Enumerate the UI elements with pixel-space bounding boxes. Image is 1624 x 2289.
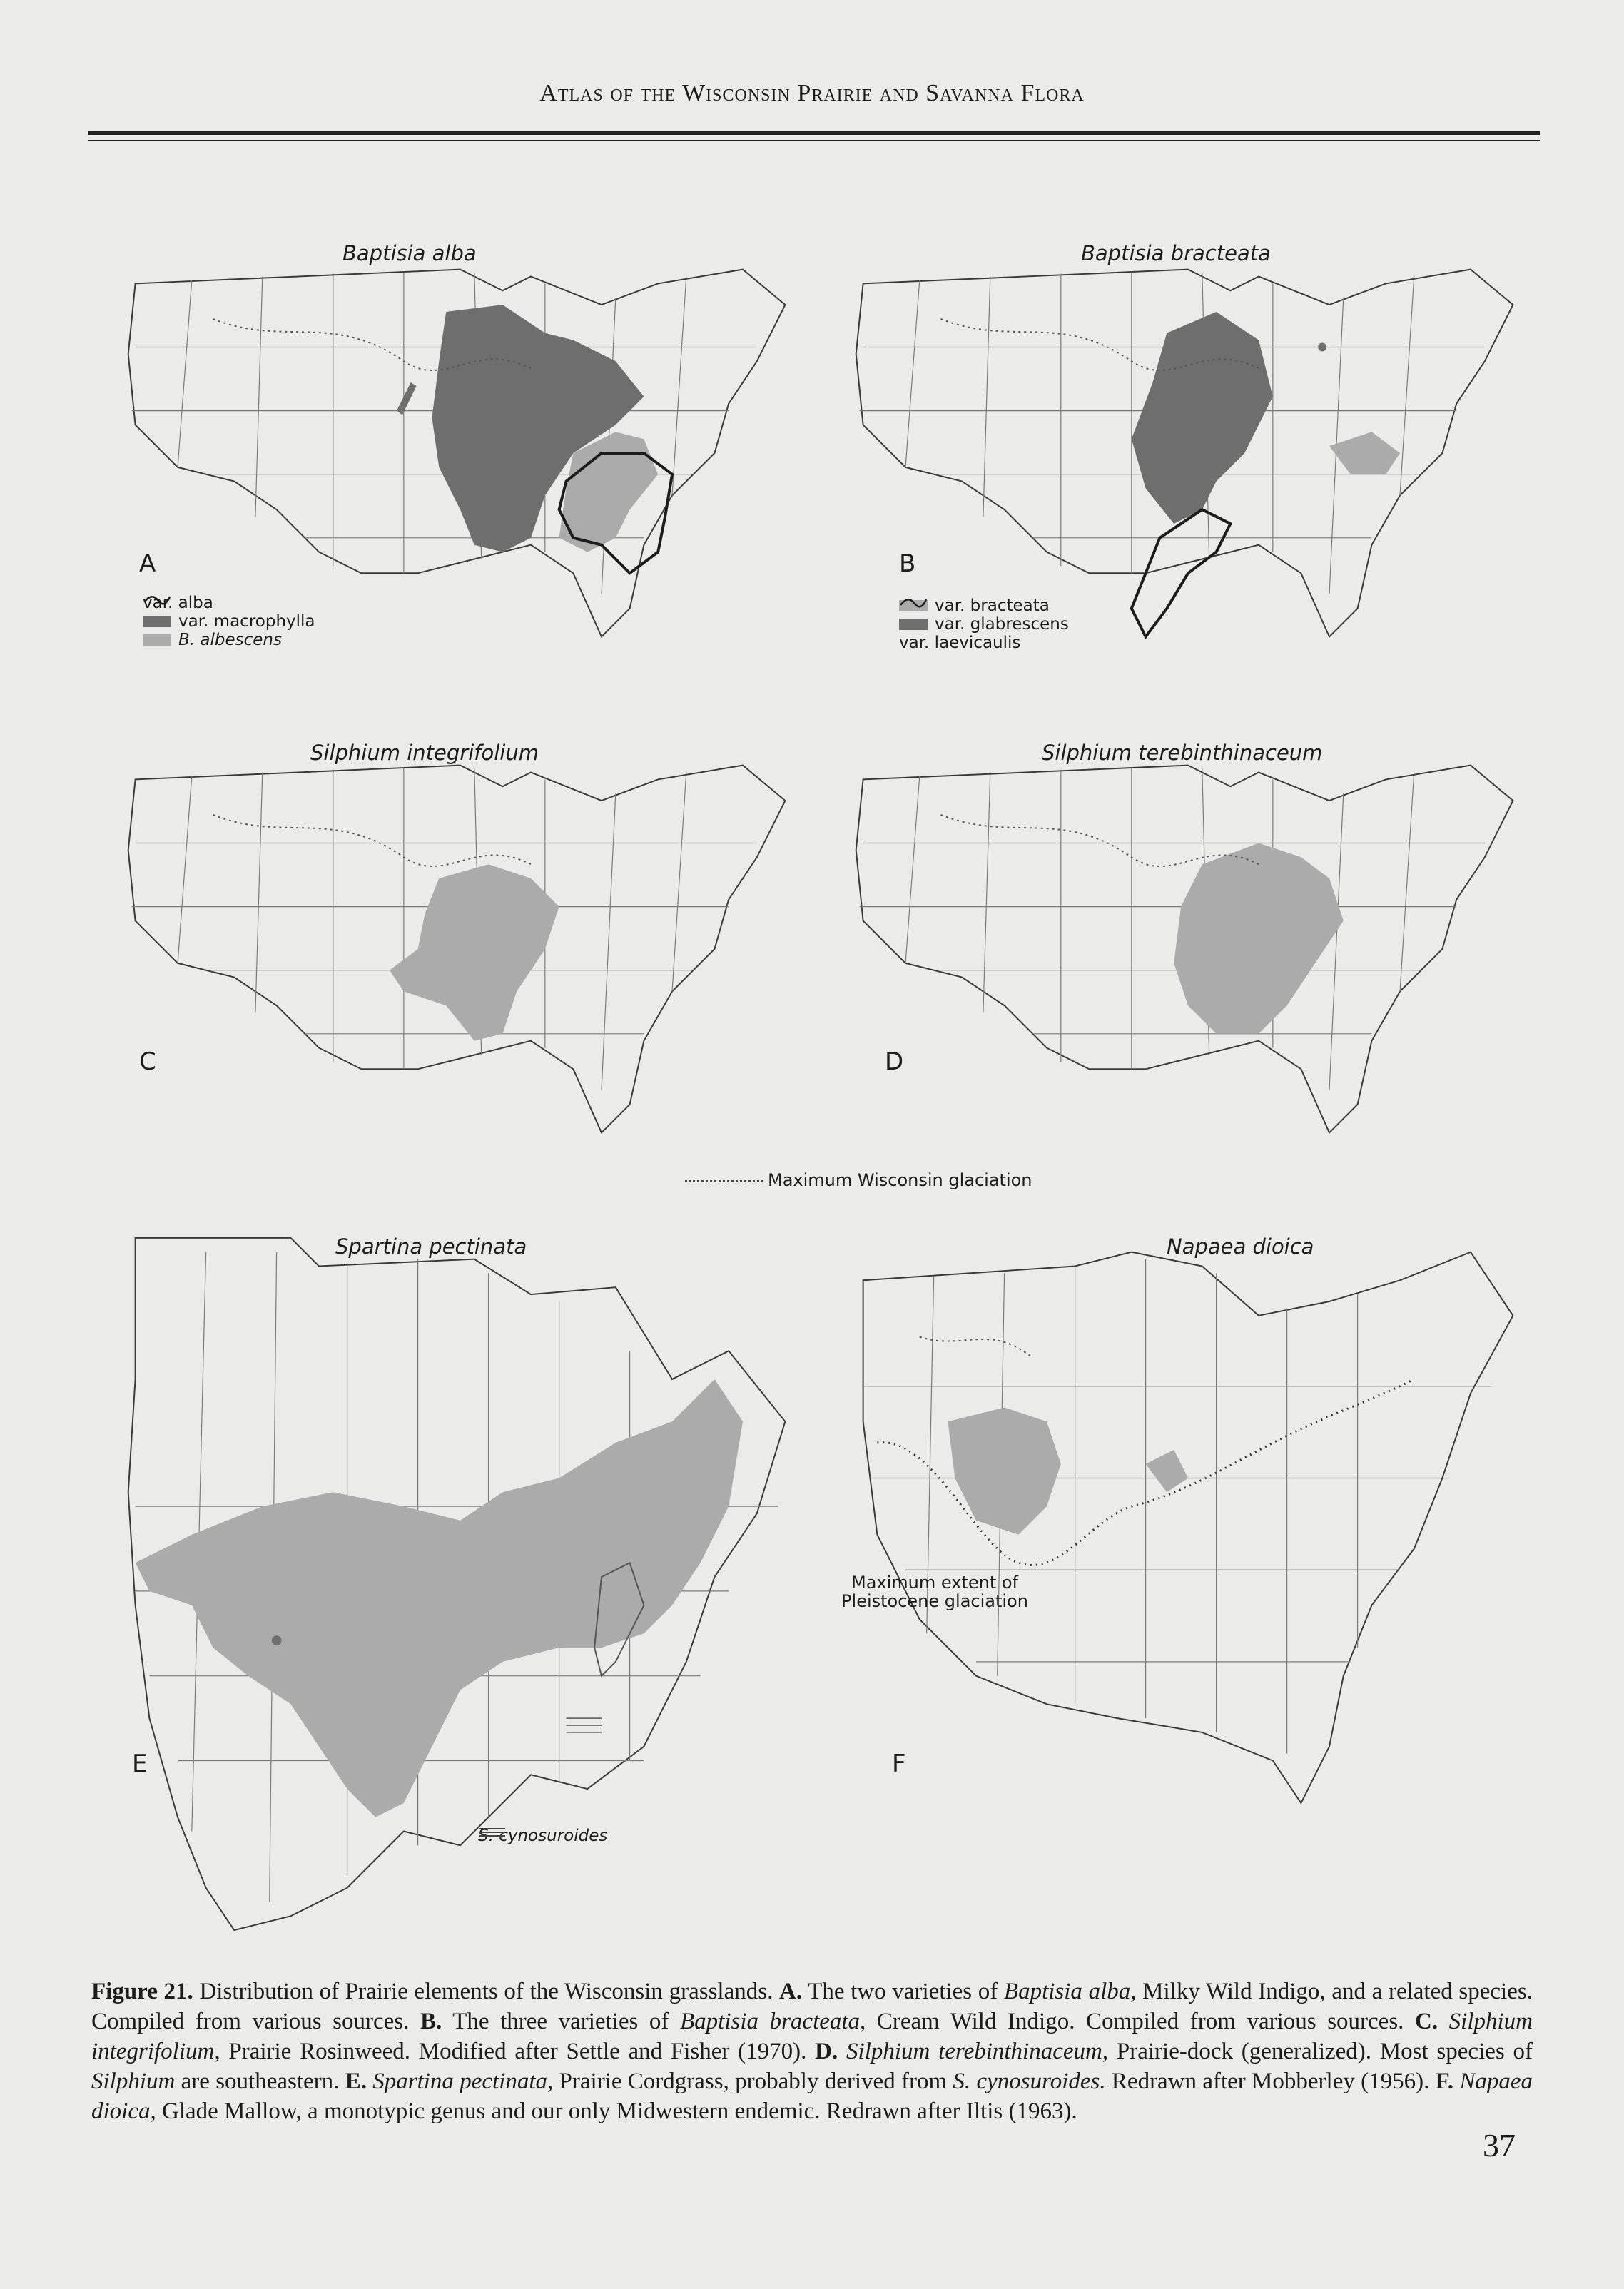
light-swatch — [143, 634, 171, 646]
map-e-legend — [478, 1827, 607, 1845]
range-napaea-dioica-main — [948, 1408, 1060, 1535]
caption-label: A. — [779, 1979, 803, 2004]
range-outlier — [272, 1635, 282, 1645]
range-var-glabrescens — [1132, 312, 1273, 524]
legend-label: var. alba — [143, 594, 213, 612]
map-c-panel — [107, 735, 813, 1163]
wave-line-icon — [899, 597, 928, 608]
map-f-panel — [835, 1206, 1541, 1962]
caption-label: E. — [345, 2069, 367, 2094]
caption-label: D. — [815, 2039, 838, 2064]
range-var-laevicaulis-outline — [1132, 509, 1231, 636]
note-line: Pleistocene glaciation — [841, 1591, 1028, 1611]
map-b-panel — [835, 235, 1541, 671]
map-f-letter: F — [892, 1750, 906, 1778]
caption-text: Cream Wild Indigo. Compiled from various sources. — [866, 2009, 1415, 2034]
running-header: Atlas of the Wisconsin Prairie and Savanna Flora — [539, 80, 1085, 106]
legend-label: var. bracteata — [935, 597, 1050, 615]
caption-species: S. cynosuroides. — [953, 2069, 1106, 2094]
legend-row — [143, 631, 315, 649]
caption-text: are southeastern. — [175, 2069, 345, 2094]
note-line: Maximum extent of — [851, 1573, 1018, 1593]
dark-swatch — [143, 616, 171, 627]
map-f-title: Napaea dioica — [1167, 1234, 1314, 1259]
map-b-letter: B — [899, 549, 916, 578]
note-text: Maximum Wisconsin glaciation — [768, 1170, 1032, 1190]
caption-species: Baptisia bracteata, — [680, 2009, 866, 2034]
legend-row — [899, 634, 1069, 652]
map-e-letter: E — [132, 1750, 148, 1778]
caption-text: The two varieties of — [802, 1979, 1004, 2004]
range-silphium-terebinthinaceum — [1174, 843, 1344, 1034]
us-outline — [863, 1252, 1513, 1803]
range-outlier — [1318, 343, 1326, 352]
caption-text: Prairie Rosinweed. Modified after Settle and Fisher (1970). — [220, 2039, 816, 2064]
map-e-panel — [107, 1206, 813, 1962]
caption-fig-label: Figure 21. — [91, 1979, 193, 2004]
caption-label: F. — [1435, 2069, 1454, 2094]
caption-species: Silphium integrifolium, — [91, 2009, 1533, 2064]
legend-label: var. macrophylla — [178, 612, 315, 631]
caption-text: The three varieties of — [442, 2009, 680, 2034]
caption-species: Silphium — [91, 2069, 176, 2094]
range-var-bracteata — [1329, 432, 1400, 474]
map-a-letter: A — [139, 549, 156, 578]
map-a-legend — [143, 594, 315, 649]
map-b-legend — [899, 597, 1069, 652]
map-d-graphic — [835, 735, 1541, 1163]
max-wisconsin-glaciation-note — [685, 1170, 1032, 1190]
caption-text: Prairie-dock (generalized). Most species of — [1108, 2039, 1533, 2064]
map-b-title: Baptisia bracteata — [1081, 241, 1271, 265]
legend-row — [899, 615, 1069, 634]
map-e-graphic — [107, 1206, 813, 1962]
legend-row — [143, 594, 315, 612]
map-d-title: Silphium terebinthinaceum — [1042, 741, 1323, 765]
legend-row — [478, 1827, 607, 1845]
map-c-letter: C — [139, 1047, 156, 1076]
header-rule-thin — [88, 140, 1540, 141]
caption-text: Milky Wild Indigo, and a related species. Compiled from various sources. — [91, 1979, 1533, 2034]
glaciation-line — [920, 1337, 1032, 1359]
caption-text: Prairie Cordgrass, probably derived from — [553, 2069, 953, 2094]
map-a-panel — [107, 235, 813, 671]
caption-species: Baptisia alba, — [1003, 1979, 1137, 2004]
range-silphium-integrifolium — [390, 864, 559, 1041]
map-d-panel — [835, 735, 1541, 1163]
legend-label: var. laevicaulis — [899, 634, 1021, 652]
range-spartina-pectinata — [136, 1379, 743, 1817]
caption-species: Silphium terebinthinaceum, — [838, 2039, 1109, 2064]
map-a-title: Baptisia alba — [342, 241, 477, 265]
page-number: 37 — [1483, 2127, 1516, 2163]
header-rule — [88, 131, 1540, 135]
caption-species: Spartina pectinata, — [366, 2069, 554, 2094]
legend-row — [143, 612, 315, 631]
caption-text: Distribution of Prairie elements of the Wisconsin grasslands. — [193, 1979, 779, 2004]
caption-text: Glade Mallow, a monotypic genus and our only Midwestern endemic. Redrawn after Iltis (1963). — [156, 2098, 1077, 2124]
max-pleistocene-glaciation-note — [835, 1573, 1035, 1610]
range-outlier — [397, 382, 417, 415]
dark-swatch — [899, 619, 928, 630]
map-e-title: Spartina pectinata — [335, 1234, 527, 1259]
dotted-line-icon — [685, 1180, 763, 1182]
wave-line-icon — [143, 594, 171, 605]
hatch-lines-icon — [478, 1827, 507, 1838]
caption-species: Napaea dioica, — [91, 2069, 1533, 2124]
legend-label: S. cynosuroides — [478, 1827, 608, 1845]
figure-caption — [91, 1976, 1533, 2126]
map-c-title: Silphium integrifolium — [310, 741, 539, 765]
range-napaea-dioica-east — [1146, 1450, 1188, 1492]
map-c-graphic — [107, 735, 813, 1163]
caption-label: B. — [420, 2009, 442, 2034]
legend-label: var. glabrescens — [935, 615, 1069, 634]
caption-text: Redrawn after Mobberley (1956). — [1105, 2069, 1436, 2094]
map-d-letter: D — [885, 1047, 904, 1076]
legend-label: B. albescens — [178, 631, 282, 649]
caption-label: C. — [1414, 2009, 1438, 2034]
